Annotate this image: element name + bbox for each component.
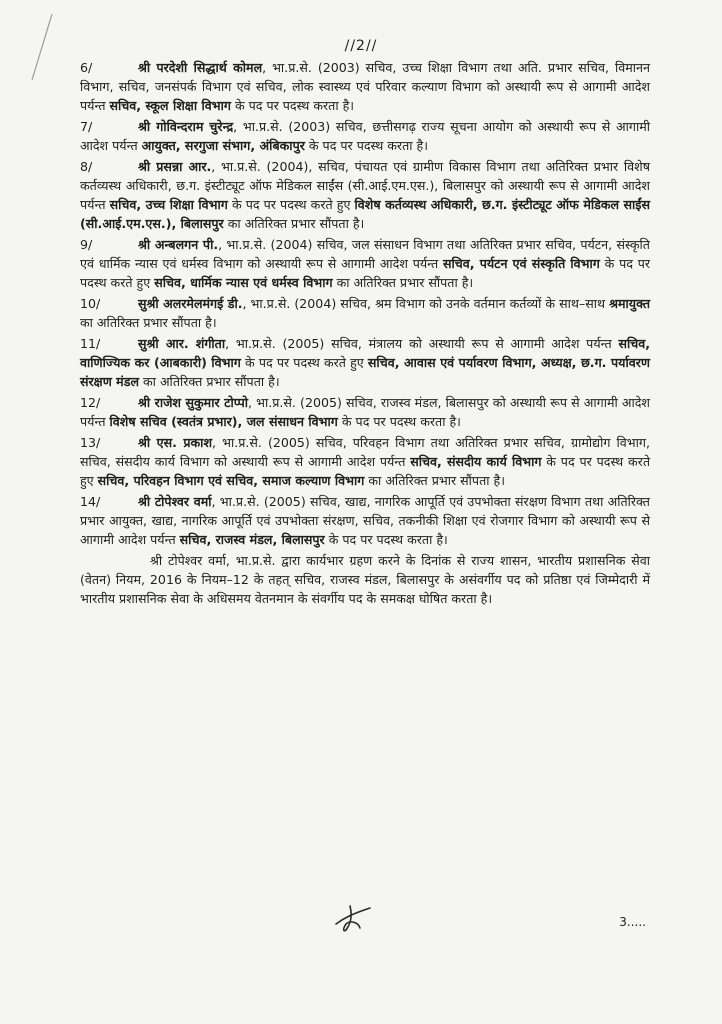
officer-name: सुश्री आर. शंगीता <box>138 336 226 351</box>
order-paragraph <box>80 433 650 490</box>
posting-text: सचिव, पर्यटन एवं संस्कृति विभाग <box>442 256 600 271</box>
paragraph-number: 6/ <box>80 60 93 75</box>
paragraph-text: के पद पर पदस्थ करता है। <box>324 532 448 547</box>
closing-paragraph: श्री टोपेश्वर वर्मा, भा.प्र.से. द्वारा कार्यभार ग्रहण करने के दिनांक से राज्य शासन, भारतीय प्रशासनिक सेवा (वेतन) नियम, 2016 के नियम–12 के तहत् सचिव, राजस्व मंडल, बिलासपुर के असंवर्गीय पद को प्रतिष्ठा एवं जिम्मेदारी में भारतीय प्रशासनिक सेवा के अधिसमय वेतनमान के संवर्गीय पद के समकक्ष घोषित करता है। <box>80 553 650 606</box>
officer-name: श्री प्रसन्ना आर. <box>138 159 212 174</box>
additional-charge-text: सचिव, धार्मिक न्यास एवं धर्मस्व विभाग <box>154 275 333 290</box>
paragraph-number: 11/ <box>80 336 101 351</box>
paragraph-number: 10/ <box>80 296 101 311</box>
paragraph-text: , भा.प्र.से. (2004) सचिव, जल संसाधन विभाग तथा अतिरिक्त प्रभार सचिव, पर्यटन, संस्कृति एवं धार्मिक न्यास एवं धर्मस्व विभाग को अस्थायी रूप से आगामी आदेश पर्यन्त <box>80 237 650 271</box>
posting-text: श्रमायुक्त <box>609 296 651 311</box>
posting-text: सचिव, उच्च शिक्षा विभाग <box>109 197 228 212</box>
paragraph-text: , भा.प्र.से. (2004) सचिव, श्रम विभाग को उनके वर्तमान कर्तव्यों के साथ–साथ <box>242 296 610 311</box>
order-paragraph <box>80 294 650 332</box>
paragraph-text: , भा.प्र.से. (2005) सचिव, परिवहन विभाग तथा अतिरिक्त प्रभार सचिव, ग्रामोद्योग विभाग, सचिव, संसदीय कार्य विभाग को अस्थायी रूप से आगामी आदेश पर्यन्त <box>80 435 650 469</box>
order-paragraph <box>80 492 650 549</box>
paragraph-number: 9/ <box>80 237 93 252</box>
paragraph-list <box>80 58 650 549</box>
paragraph-text: के पद पर पदस्थ करते हुए <box>80 256 651 290</box>
paragraph-text: के पद पर पदस्थ करते हुए <box>240 355 368 370</box>
paragraph-number: 13/ <box>80 435 101 450</box>
posting-text: विशेष सचिव (स्वतंत्र प्रभार), जल संसाधन विभाग <box>109 414 338 429</box>
posting-text: सचिव, वाणिज्यिक कर (आबकारी) विभाग <box>80 336 650 370</box>
paragraph-number: 8/ <box>80 159 93 174</box>
paragraph-text: का अतिरिक्त प्रभार सौंपता है। <box>332 275 474 290</box>
posting-text: आयुक्त, सरगुजा संभाग, अंबिकापुर <box>141 138 305 153</box>
additional-charge-text: सचिव, आवास एवं पर्यावरण विभाग, अध्यक्ष, छ.ग. पर्यावरण संरक्षण मंडल <box>80 355 650 389</box>
officer-name: श्री एस. प्रकाश <box>138 435 213 450</box>
paragraph-text: , भा.प्र.से. (2005) सचिव, खाद्य, नागरिक आपूर्ति एवं उपभोक्ता संरक्षण विभाग तथा अतिरिक्त प्रभार आयुक्त, खाद्य, नागरिक आपूर्ति एवं उपभोक्ता संरक्षण, सचिव, तकनीकी शिक्षा एवं रोजगार विभाग को अस्थायी रूप से आगामी आदेश पर्यन्त <box>80 494 650 547</box>
posting-text: सचिव, संसदीय कार्य विभाग <box>410 454 542 469</box>
paragraph-text: के पद पर पदस्थ करता है। <box>337 414 461 429</box>
order-paragraph <box>80 393 650 431</box>
order-paragraph <box>80 117 650 155</box>
order-body <box>80 58 650 610</box>
paragraph-number: 12/ <box>80 395 101 410</box>
order-paragraph <box>80 235 650 292</box>
paragraph-text: का अतिरिक्त प्रभार सौंपता है। <box>223 216 365 231</box>
next-page-indicator: 3..... <box>619 915 646 929</box>
officer-name: श्री गोविन्दराम चुरेन्द्र <box>138 119 234 134</box>
additional-charge-text: सचिव, परिवहन विभाग एवं सचिव, समाज कल्याण विभाग <box>97 473 365 488</box>
paragraph-text: का अतिरिक्त प्रभार सौंपता है। <box>139 374 280 389</box>
order-paragraph <box>80 58 650 115</box>
additional-charge-text: विशेष कर्तव्यस्थ अधिकारी, छ.ग. इंस्टीट्यूट ऑफ मेडिकल साईंस (सी.आई.एम.एस.), बिलासपुर <box>80 197 651 231</box>
paragraph-text: , भा.प्र.से. (2005) सचिव, मंत्रालय को अस्थायी रूप से आगामी आदेश पर्यन्त <box>225 336 619 351</box>
posting-text: सचिव, स्कूल शिक्षा विभाग <box>109 98 231 113</box>
officer-name: श्री अन्बलगन पी. <box>138 237 219 252</box>
signature-mark-icon <box>330 900 378 934</box>
officer-name: श्री राजेश सुकुमार टोप्पो <box>138 395 249 410</box>
page-number: //2// <box>344 38 378 54</box>
paragraph-text: के पद पर पदस्थ करता है। <box>304 138 428 153</box>
paragraph-text: , भा.प्र.से. (2003) सचिव, छत्तीसगढ़ राज्य सूचना आयोग को अस्थायी रूप से आगामी आदेश पर्यन्त <box>80 119 651 153</box>
paragraph-text: , भा.प्र.से. (2005) सचिव, राजस्व मंडल, बिलासपुर को अस्थायी रूप से आगामी आदेश पर्यन्त <box>80 395 650 429</box>
order-paragraph <box>80 334 650 391</box>
paragraph-text: का अतिरिक्त प्रभार सौंपता है। <box>364 473 505 488</box>
paragraph-number: 7/ <box>80 119 93 134</box>
paragraph-number: 14/ <box>80 494 101 509</box>
paragraph-text: के पद पर पदस्थ करता है। <box>230 98 355 113</box>
officer-name: श्री परदेशी सिद्धार्थ कोमल <box>138 60 263 75</box>
paragraph-text: , भा.प्र.से. (2003) सचिव, उच्च शिक्षा विभाग तथा अति. प्रभार सचिव, विमानन विभाग, सचिव, जनसंपर्क विभाग एवं सचिव, लोक स्वास्थ्य एवं परिवार कल्याण विभाग को अस्थायी रूप से आगामी आदेश पर्यन्त <box>80 60 650 113</box>
paragraph-text: के पद पर पदस्थ करते हुए <box>80 454 651 488</box>
paragraph-text: , भा.प्र.से. (2004), सचिव, पंचायत एवं ग्रामीण विकास विभाग तथा अतिरिक्त प्रभार विशेष कर्तव्यस्थ अधिकारी, छ.ग. इंस्टीट्यूट ऑफ मेडिकल साईंस (सी.आई.एम.एस.), बिलासपुर को अस्थायी रूप से आगामी आदेश पर्यन्त <box>80 159 650 212</box>
posting-text: सचिव, राजस्व मंडल, बिलासपुर <box>179 532 325 547</box>
order-paragraph <box>80 157 650 233</box>
paragraph-text: के पद पर पदस्थ करते हुए <box>227 197 355 212</box>
officer-name: श्री टोपेश्वर वर्मा <box>138 494 212 509</box>
paragraph-text: का अतिरिक्त प्रभार सौंपता है। <box>80 315 217 330</box>
officer-name: सुश्री अलरमेलमंगई डी. <box>138 296 243 311</box>
